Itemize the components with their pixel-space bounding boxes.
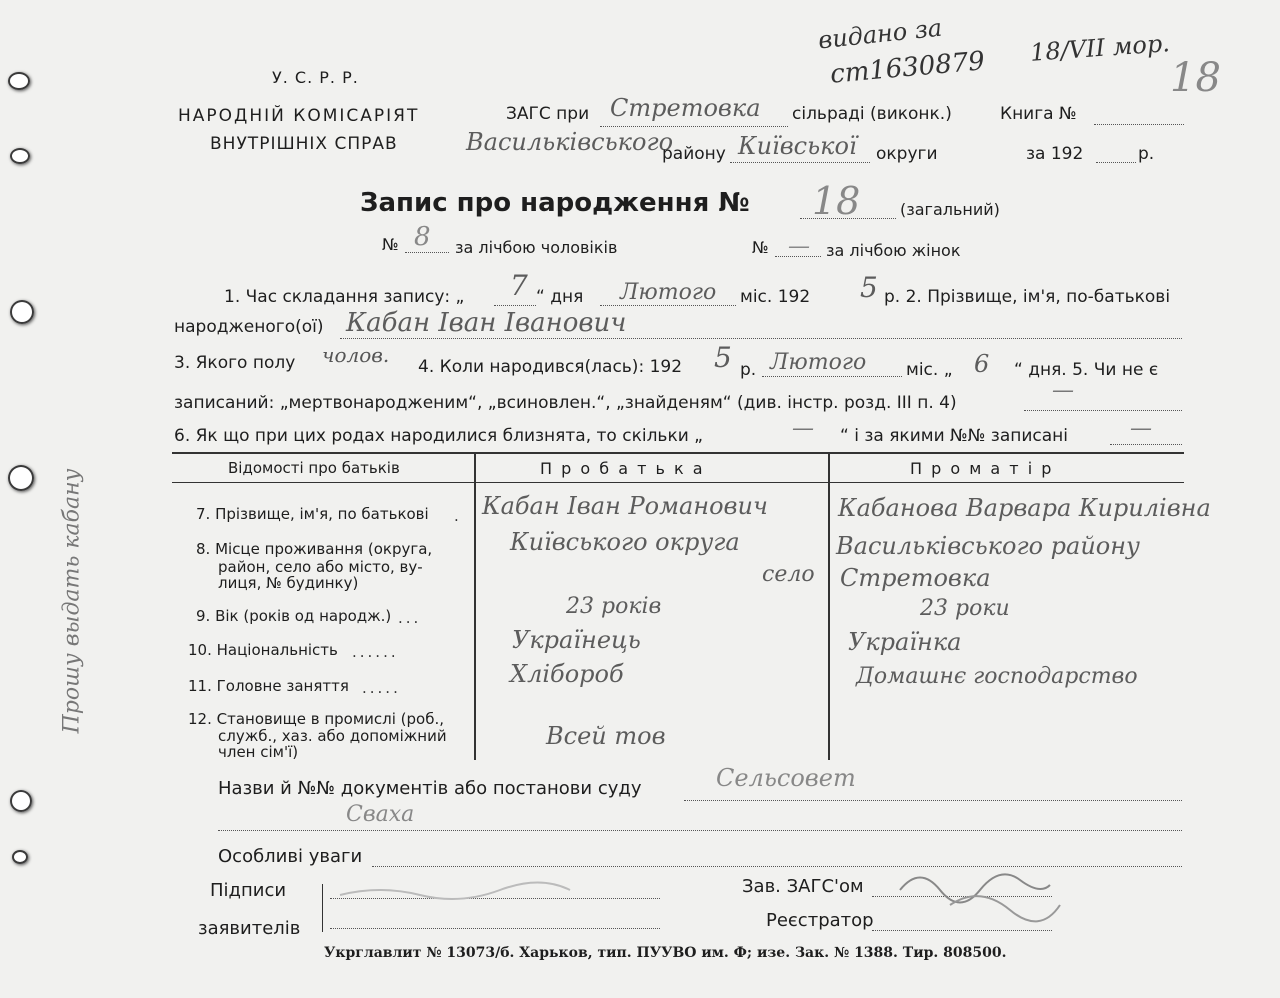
row12-label-1: 12. Становище в промислі (роб., (188, 710, 445, 728)
item1-day-fill-line (494, 305, 536, 306)
imprint-line: Укрглавлит № 13073/б. Харьков, тип. ПУУВО им. Ф; изе. Зак. № 1388. Тир. 808500. (324, 945, 1007, 961)
okrug-handwritten: Київської (738, 132, 857, 160)
table-col-father: П р о б а т ь к а (540, 459, 705, 478)
item6-value: — (1130, 416, 1152, 441)
item1-month-fill-line (600, 305, 736, 306)
village-fill-line (600, 126, 788, 127)
item1-day: 7 (510, 269, 528, 302)
row8-mother-2: Стретовка (840, 564, 991, 592)
row11-dots: ..... (362, 679, 401, 697)
women-number-prefix: № (752, 238, 769, 257)
item4-prefix: 4. Коли народився(лась): 192 (418, 357, 683, 377)
item4-month: Лютого (770, 350, 867, 375)
okrug-fill-line (730, 162, 870, 163)
table-divider-1 (474, 452, 476, 760)
row12-label-3: член сім'ї) (218, 743, 299, 761)
council-label: сільраді (виконк.) (792, 104, 952, 124)
row9-label: 9. Вік (років од народж.) (196, 607, 392, 625)
zags-head-line (872, 896, 1052, 897)
village-handwritten: Стретовка (610, 94, 761, 122)
item6-count: — (792, 416, 814, 441)
row9-mother: 23 роки (920, 596, 1010, 621)
zags-head-label: Зав. ЗАГС'ом (742, 876, 864, 897)
item3-label: 3. Якого полу (174, 353, 296, 373)
margin-vertical-note: Прошу выдать кабану (59, 468, 85, 734)
year-label: за 192 (1026, 144, 1084, 164)
item1-month: Лютого (620, 280, 717, 305)
top-note-1: видано за (816, 13, 944, 55)
men-number: 8 (414, 222, 431, 252)
men-number-fill-line (405, 252, 449, 253)
row8-father-1: Київського округа (510, 528, 740, 556)
top-note-2: ст1630879 (828, 46, 987, 90)
table-top-border (172, 452, 1184, 454)
notes-fill-line (372, 866, 1182, 867)
row11-mother: Домашнє господарство (856, 664, 1138, 689)
item6-tail: “ і за якими №№ записані (840, 426, 1069, 446)
record-number-fill-line (800, 218, 896, 219)
binder-hole (8, 465, 34, 491)
top-note-18: 18 (1170, 55, 1221, 101)
row9-father: 23 років (566, 594, 662, 619)
ussr-heading: У. С. Р. Р. (272, 68, 359, 87)
binder-hole (12, 850, 28, 864)
record-title: Запис про народження № (360, 188, 750, 218)
binder-hole (8, 72, 30, 90)
signature-line-1 (330, 898, 660, 899)
year-fill-line (1096, 162, 1136, 163)
item3-value: чолов. (322, 343, 390, 367)
raion-handwritten: Васильківського (466, 128, 674, 156)
record-general: (загальний) (900, 200, 1000, 219)
item1-prefix: 1. Час складання запису: „ (224, 287, 465, 307)
notes-label: Особливі уваги (218, 846, 363, 867)
docs-fill-line (684, 800, 1182, 801)
row11-father: Хлібороб (510, 660, 624, 688)
item5-line: записаний: „мертвонародженим“, „всиновлен.“, „знайденям“ (див. інстр. розд. III п. 4) (174, 393, 957, 413)
row7-label: 7. Прізвище, ім'я, по батькові (196, 505, 429, 523)
row9-dots: ... (398, 609, 422, 627)
item1-month-suffix: міс. 192 (740, 287, 811, 307)
row10-dots: ...... (352, 643, 399, 661)
item1-tail: р. 2. Прізвище, ім'я, по-батькові (884, 287, 1171, 307)
table-col-info: Відомості про батьків (228, 459, 400, 477)
docs-value-1: Сельсовет (716, 764, 856, 792)
row8-label-3: лиця, № будинку) (218, 574, 359, 592)
row12-label-2: служб., хаз. або допоміжний (218, 727, 447, 745)
table-divider-2 (828, 452, 830, 760)
signatures-label-1: Підписи (210, 880, 287, 901)
table-header-border (172, 482, 1184, 483)
row10-father: Українець (512, 626, 641, 654)
row10-mother: Українка (848, 628, 962, 656)
registrar-line (872, 930, 1052, 931)
item4-day: 6 (974, 350, 990, 378)
men-label: за лічбою чоловіків (455, 238, 618, 257)
docs-label: Назви й №№ документів або постанови суду (218, 778, 642, 799)
item4-year-suffix: р. (740, 360, 757, 380)
row8-label-1: 8. Місце проживання (округа, (196, 540, 433, 558)
item2-fill-line (340, 338, 1182, 339)
men-number-prefix: № (382, 235, 399, 254)
record-number: 18 (812, 179, 861, 223)
item1-year: 5 (860, 271, 878, 304)
zags-label: ЗАГС при (506, 104, 590, 124)
row8-father-2: село (762, 562, 815, 587)
women-number-fill-line (775, 256, 821, 257)
item5-value: — (1052, 378, 1074, 403)
item4-year: 5 (714, 341, 732, 374)
row11-label: 11. Головне заняття (188, 677, 349, 695)
commissariat-line-2: ВНУТРІШНІХ СПРАВ (210, 134, 398, 154)
binder-hole (10, 300, 34, 324)
signature-brace (322, 884, 323, 932)
item1-day-suffix: “ дня (536, 287, 584, 307)
signature-line-2 (330, 928, 660, 929)
year-suffix: р. (1138, 144, 1155, 164)
row7-mother: Кабанова Варвара Кирилівна (838, 494, 1211, 522)
book-label: Книга № (1000, 104, 1077, 124)
row8-mother-1: Васильківського району (836, 532, 1140, 560)
table-col-mother: П р о м а т і р (910, 459, 1054, 478)
docs-fill-line-2 (218, 830, 1182, 831)
district-label: району (662, 144, 726, 164)
item2-label: народженого(ої) (174, 317, 324, 337)
row7-dots: . (454, 507, 462, 525)
women-label: за лічбою жінок (826, 241, 961, 260)
item6-fill-line (1110, 444, 1182, 445)
item5-fill-line (1024, 410, 1182, 411)
registrar-label: Реєстратор (766, 910, 874, 931)
binder-hole (10, 148, 30, 164)
top-note-3: 18/VII мор. (1029, 29, 1171, 67)
row12-father: Всей тов (546, 722, 666, 750)
item6-prefix: 6. Як що при цих родах народилися близнята, то скільки „ (174, 426, 703, 446)
commissariat-line-1: НАРОДНІЙ КОМІСАРІЯТ (178, 106, 420, 126)
okrug-label: округи (876, 144, 938, 164)
book-fill-line (1094, 124, 1184, 125)
row8-label-2: район, село або місто, ву- (218, 558, 423, 576)
item4-month-suffix: міс. „ (906, 360, 953, 380)
row7-father: Кабан Іван Романович (482, 492, 768, 520)
binder-hole (10, 790, 32, 812)
women-number: — (788, 234, 810, 259)
signatures-label-2: заявителів (198, 918, 301, 939)
item4-tail: “ дня. 5. Чи не є (1014, 360, 1159, 380)
item2-name: Кабан Іван Іванович (346, 308, 627, 338)
row10-label: 10. Національність (188, 641, 338, 659)
item4-month-fill-line (762, 376, 902, 377)
docs-value-2: Сваха (346, 802, 415, 827)
